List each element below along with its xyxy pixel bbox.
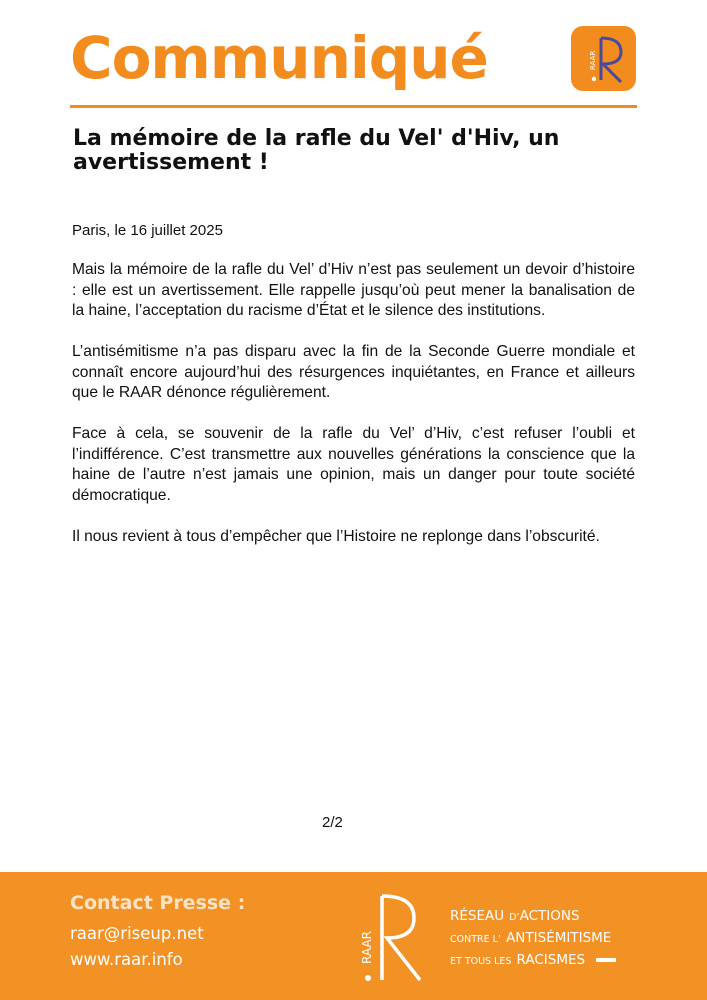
contact-email-link[interactable]: raar@riseup.net xyxy=(70,924,204,943)
paragraph: L’antisémitisme n’a pas disparu avec la fin de la Seconde Guerre mondiale et connaît encore aujourd’hui des résurgences inquiétantes, en France et ailleurs que le RAAR dénonce régulièrement. xyxy=(72,343,635,401)
org-word: RÉSEAU xyxy=(450,908,505,924)
paragraph: Il nous revient à tous d’empêcher que l’Histoire ne replonge dans l’obscurité. xyxy=(72,527,600,545)
org-word: ET TOUS LES xyxy=(450,956,512,967)
dateline: Paris, le 16 juillet 2025 xyxy=(72,222,223,239)
organization-name xyxy=(450,905,616,971)
footer-logo-text: RAAR xyxy=(360,931,374,964)
footer xyxy=(0,872,707,1000)
raar-logo-icon xyxy=(571,26,636,91)
logo-text: RAAR xyxy=(589,50,597,70)
org-word: ACTIONS xyxy=(519,908,580,924)
dash-decoration xyxy=(596,958,616,962)
org-word: ANTISÉMITISME xyxy=(506,930,612,946)
org-word: CONTRE L’ xyxy=(450,934,501,945)
document-heading: La mémoire de la rafle du Vel' d'Hiv, un avertissement ! xyxy=(73,126,560,175)
paragraph: Mais la mémoire de la rafle du Vel’ d’Hiv n’est pas seulement un devoir d’histoire : elle est un avertissement. Elle rappelle jusqu’où peut mener la banalisation de la haine, l’acceptation du racisme d’État et le silence des institutions. xyxy=(72,261,635,319)
org-word: D’ xyxy=(509,912,520,923)
website-link[interactable]: www.raar.info xyxy=(70,950,183,969)
paragraph: Face à cela, se souvenir de la rafle du Vel’ d’Hiv, c’est refuser l’oubli et l’indifférence. C’est transmettre aux nouvelles générations la conscience que la haine de l’autre n’est jamais une opinion, mais un danger pour toute société démocratique. xyxy=(72,425,635,504)
page-title: Communiqué xyxy=(70,24,488,92)
header-divider xyxy=(70,105,637,108)
page-number: 2/2 xyxy=(322,814,343,831)
contact-label: Contact Presse : xyxy=(70,892,246,914)
raar-logo xyxy=(571,26,636,91)
org-word: RACISMES xyxy=(516,952,586,968)
document-body xyxy=(72,260,635,568)
raar-footer-logo-icon xyxy=(352,888,432,988)
